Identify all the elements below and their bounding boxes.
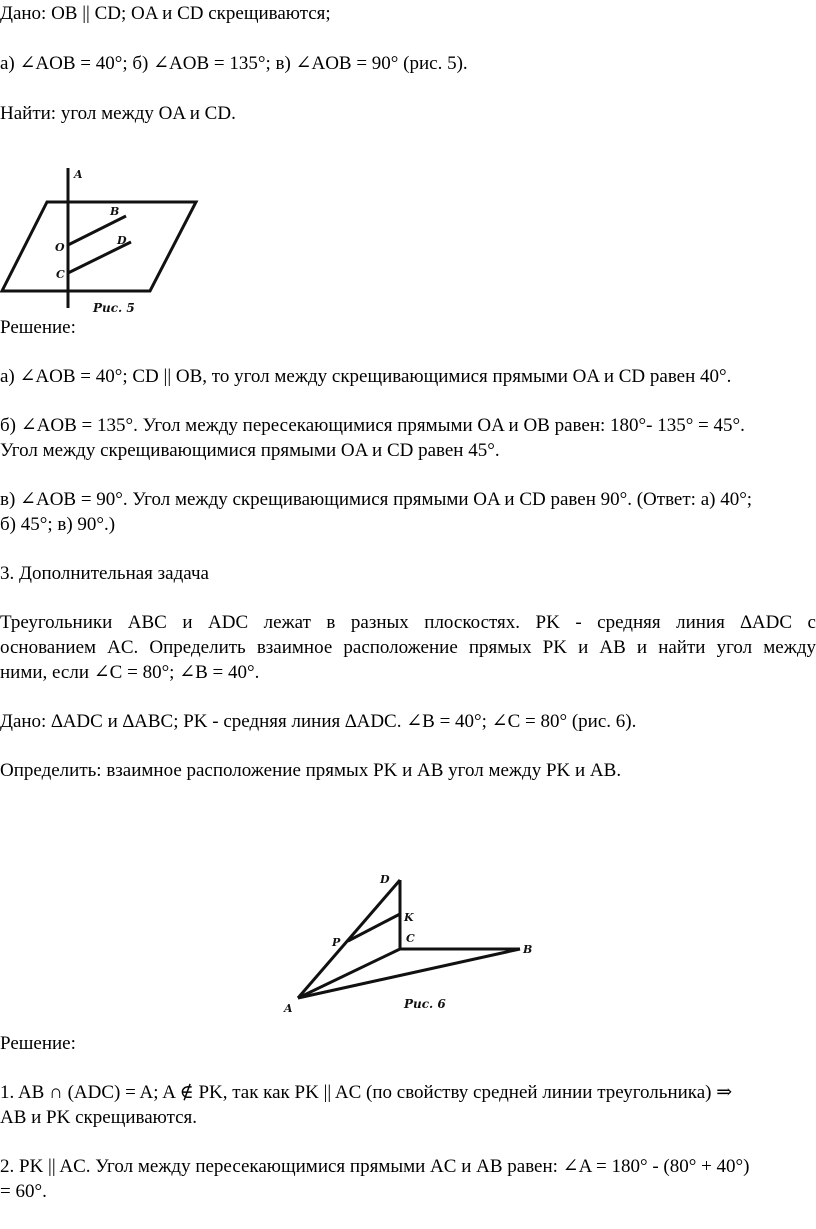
solution-title-1: Решение: <box>0 317 76 338</box>
section-heading: 3. Дополнительная задача <box>0 563 209 584</box>
label-d: D <box>117 234 127 247</box>
step-2-b: = 60°. <box>0 1181 47 1202</box>
given-line: Дано: OB || CD; OA и CD скрещиваются; <box>0 3 331 24</box>
figure-5 <box>0 160 210 320</box>
solution-title-2: Решение: <box>0 1033 76 1054</box>
figure-5-caption: Рис. 5 <box>93 301 135 315</box>
label-o: O <box>55 241 65 254</box>
solution-c-2: б) 45°; в) 90°.) <box>0 514 116 535</box>
solution-b-2: Угол между скрещивающимися прямыми OA и CD равен 45°. <box>0 440 500 461</box>
figure-6 <box>276 862 536 1022</box>
figure-6-caption: Рис. 6 <box>404 997 446 1011</box>
statement-line-3: ними, если ∠C = 80°; ∠B = 40°. <box>0 662 260 683</box>
label-b: B <box>110 205 120 218</box>
solution-a: а) ∠AOB = 40°; CD || OB, то угол между скрещивающимися прямыми OA и CD равен 40°. <box>0 366 732 387</box>
plane-parallelogram <box>2 202 196 291</box>
label-c: C <box>406 932 415 945</box>
step-1-b: AB и PK скрещиваются. <box>0 1107 198 1128</box>
label-k: K <box>404 911 414 924</box>
statement-line-1: Треугольники ABC и ADC лежат в разных плоскостях. PK - средняя линия ∆ADC с <box>0 612 816 633</box>
cases-line: а) ∠AOB = 40°; б) ∠AOB = 135°; в) ∠AOB = 90° (рис. 5). <box>0 53 468 74</box>
label-a: A <box>284 1002 293 1015</box>
step-2-a: 2. PK || AC. Угол между пересекающимися прямыми AC и AB равен: ∠A = 180° - (80° + 40°) <box>0 1156 750 1177</box>
label-a: A <box>74 168 83 181</box>
determine-line: Определить: взаимное расположение прямых PK и AB угол между PK и AB. <box>0 760 622 781</box>
edge-ab <box>298 949 520 998</box>
label-c: C <box>56 268 65 281</box>
statement-line-2: основанием AC. Определить взаимное расположение прямых PK и AB и найти угол между <box>0 637 816 658</box>
label-p: P <box>332 936 341 949</box>
solution-b-1: б) ∠AOB = 135°. Угол между пересекающимися прямыми OA и OB равен: 180°- 135° = 45°. <box>0 415 745 436</box>
step-1-a: 1. AB ∩ (ADC) = A; A ∉ PK, так как PK || AC (по свойству средней линии треугольника) ⇒ <box>0 1082 733 1103</box>
find-line: Найти: угол между OA и CD. <box>0 103 236 124</box>
solution-c-1: в) ∠AOB = 90°. Угол между скрещивающимися прямыми OA и CD равен 90°. (Ответ: а) 40°; <box>0 489 753 510</box>
label-b: B <box>523 943 533 956</box>
segment-pk <box>348 914 400 941</box>
edge-ac <box>298 949 400 998</box>
label-d: D <box>380 873 390 886</box>
given-line-2: Дано: ∆ADC и ∆ABC; PK - средняя линия ∆ADC. ∠B = 40°; ∠C = 80° (рис. 6). <box>0 711 637 732</box>
